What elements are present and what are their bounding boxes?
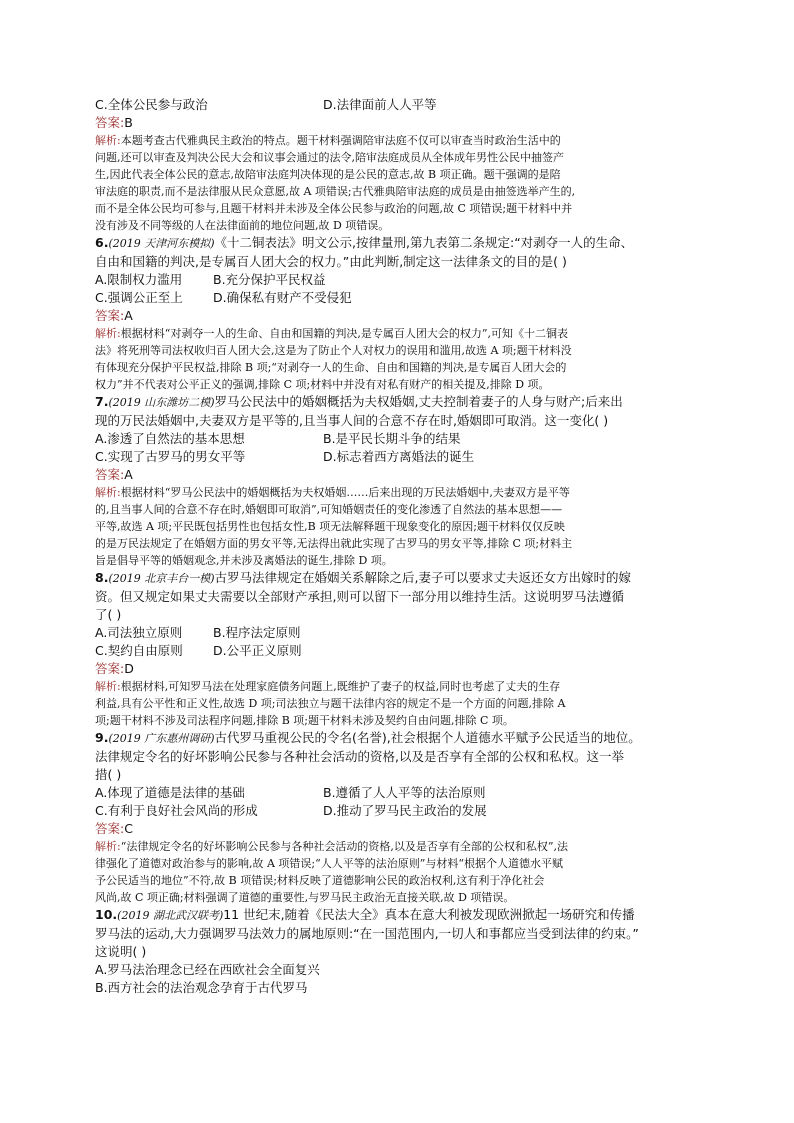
option-c[interactable]: C.有利于良好社会风尚的形成: [95, 803, 258, 818]
option-c: C.全体公民参与政治: [95, 97, 208, 112]
option-c[interactable]: C.契约自由原则: [95, 643, 183, 658]
option-b[interactable]: B.充分保护平民权益: [213, 272, 326, 287]
option-b[interactable]: B.程序法定原则: [213, 625, 301, 640]
q7-explanation: 解析:根据材料“罗马公民法中的婚姻概括为夫权婚姻……后来出现的万民法婚姻中,夫妻双方是平等 的,且当事人间的合意不存在时,婚姻即可取消”,可知婚姻责任的变化渗透了自然法的基本思想—— 平等,故选 A 项;平民既包括男性也包括女性,B 项无法解释题干现象变化的原因;题干材料仅仅反映 的是万民法规定了在婚姻方面的男女平等,无法得出就此实现了古罗马的男女平等,排除 C 项;材料主 旨是倡导平等的婚姻观念,并未涉及离婚法的诞生,排除 D 项。: [95, 486, 573, 567]
option-d[interactable]: D.推动了罗马民主政治的发展: [323, 803, 487, 818]
q6-options-row-2: [95, 289, 707, 307]
q6-answer: 答案:A: [95, 308, 133, 323]
option-a[interactable]: A.罗马法治理念已经在西欧社会全面复兴: [95, 962, 320, 977]
q8-options-row-1: [95, 624, 707, 642]
option-b[interactable]: B.遵循了人人平等的法治原则: [323, 785, 486, 800]
q9-options-row-1: [95, 784, 707, 802]
q8-answer: 答案:D: [95, 661, 134, 676]
option-b[interactable]: B.是平民长期斗争的结果: [323, 431, 461, 446]
option-a[interactable]: A.体现了道德是法律的基础: [95, 785, 245, 800]
answer-value: B: [124, 115, 133, 130]
question-6: 6.(2019 天津河东模拟)《十二铜表法》明文公示,按律量刑,第九表第二条规定:“对剥夺一人的生命、 自由和国籍的判决,是专属百人团大会的权力。”由此判断,制定这一法律条文的目的是( ): [95, 235, 634, 269]
q7-options-row-2: [95, 448, 707, 466]
q6-options-row-1: [95, 271, 707, 289]
option-b[interactable]: B.西方社会的法治观念孕育于古代罗马: [95, 980, 308, 995]
option-c[interactable]: C.实现了古罗马的男女平等: [95, 449, 246, 464]
question-7: 7.(2019 山东潍坊二模)罗马公民法中的婚姻概括为夫权婚姻,丈夫控制着妻子的人身与财产;后来出 现的万民法婚姻中,夫妻双方是平等的,且当事人间的合意不存在时,婚姻即可取消。这一变化( ): [95, 394, 623, 428]
q9-answer: 答案:C: [95, 821, 133, 836]
option-c[interactable]: C.强调公正至上: [95, 290, 183, 305]
question-10: 10.(2019 湖北武汉联考)11 世纪末,随着《民法大全》真本在意大利被发现欧洲掀起一场研究和传播 罗马法的运动,大力强调罗马法效力的属地原则:“在一国范围内,一切人和事都应当受到法律的约束。” 这说明( ): [95, 907, 639, 959]
option-a[interactable]: A.司法独立原则: [95, 625, 183, 640]
question-9: 9.(2019 广东惠州调研)古代罗马重视公民的令名(名誉),社会根据个人道德水平赋予公民适当的地位。 法律规定令名的好坏影响公民参与各种社会活动的资格,以及是否享有全部的公权和私权。这一举 措( ): [95, 730, 641, 782]
q7-answer: 答案:A: [95, 467, 133, 482]
option-d[interactable]: D.确保私有财产不受侵犯: [213, 290, 352, 305]
q8-explanation: 解析:根据材料,可知罗马法在处理家庭债务问题上,既维护了妻子的权益,同时也考虑了丈夫的生存 利益,具有公平性和正义性,故选 D 项;司法独立与题干法律内容的规定不是一个方面的问题,排除 A 项;题干材料不涉及司法程序问题,排除 B 项;题干材料未涉及契约自由问题,排除 C 项。: [95, 680, 566, 727]
q9-options-row-2: [95, 802, 707, 820]
answer-label: 答案:: [95, 115, 125, 130]
option-d[interactable]: D.公平正义原则: [213, 643, 302, 658]
q5-answer: [95, 114, 707, 132]
explain-label: 解析:: [95, 134, 121, 147]
option-d: D.法律面前人人平等: [323, 97, 437, 112]
option-a[interactable]: A.限制权力滥用: [95, 272, 183, 287]
option-d[interactable]: D.标志着西方离婚法的诞生: [323, 449, 475, 464]
q5-explanation: 解析:本题考查古代雅典民主政治的特点。题干材料强调陪审法庭不仅可以审查当时政治生活中的 问题,还可以审查及判决公民大会和议事会通过的法令,陪审法庭成员从全体成年男性公民中抽签产 生,因此代表全体公民的意志,故陪审法庭判决体现的是公民的意志,故 B 项正确。题干强调的是陪 审法庭的职责,而不是法律服从民众意愿,故 A 项错误;古代雅典陪审法庭的成员是由抽签选举产生的, 而不是全体公民均可参与,且题干材料并未涉及全体公民参与政治的问题,故 C 项错误;题干材料中并 没有涉及不同等级的人在法律面前的地位问题,故 D 项错误。: [95, 134, 576, 232]
q5-options-row: [95, 96, 707, 114]
q8-options-row-2: [95, 642, 707, 660]
q6-explanation: 解析:根据材料“对剥夺一人的生命、自由和国籍的判决,是专属百人团大会的权力”,可知《十二铜表 法》将死刑等司法权收归百人团大会,这是为了防止个人对权力的误用和滥用,故选 A 项;题干材料没 有体现充分保护平民权益,排除 B 项;“对剥夺一人的生命、自由和国籍的判决,是专属百人团大会的 权力”并不代表对公平正义的强调,排除 C 项;材料中并没有对私有财产的相关提及,排除 D 项。: [95, 327, 572, 391]
q9-explanation: 解析:“法律规定令名的好坏影响公民参与各种社会活动的资格,以及是否享有全部的公权和私权”,法 律强化了道德对政治参与的影响,故 A 项错误;“人人平等的法治原则”与材料“根据个人道德水平赋 予公民适当的地位”不符,故 B 项错误;材料反映了道德影响公民的政治权利,这有利于净化社会 风尚,故 C 项正确;材料强调了道德的重要性,与罗马民主政治无直接关联,故 D 项错误。: [95, 840, 568, 904]
document-page: [95, 96, 707, 997]
option-a[interactable]: A.渗透了自然法的基本思想: [95, 431, 245, 446]
question-number: 6.: [95, 235, 109, 250]
q7-options-row-1: [95, 430, 707, 448]
question-source: (2019 天津河东模拟): [108, 237, 215, 250]
question-8: 8.(2019 北京丰台一模)古罗马法律规定在婚姻关系解除之后,妻子可以要求丈夫返还女方出嫁时的嫁 资。但又规定如果丈夫需要以全部财产承担,则可以留下一部分用以维持生活。这说明罗马法遵循 了( ): [95, 570, 632, 622]
